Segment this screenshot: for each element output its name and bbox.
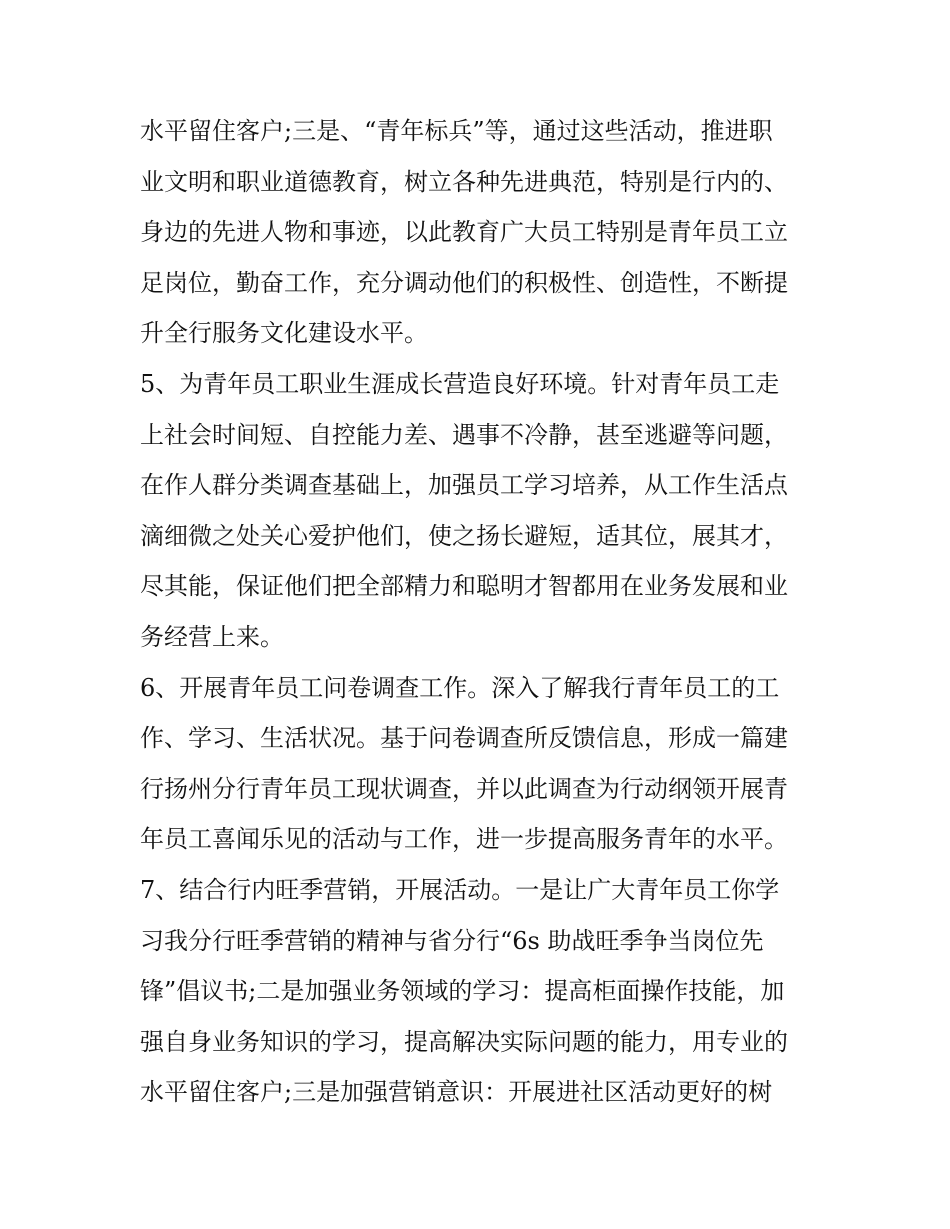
text-line: 作、学习、生活状况。基于问卷调查所反馈信息，形成一篇建: [140, 724, 788, 753]
text-line: 5、为青年员工职业生涯成长营造良好环境。针对青年员工走: [140, 369, 780, 398]
text-line: 年员工喜闻乐见的活动与工作，进一步提高服务青年的水平。: [140, 825, 788, 854]
text-line: 在作人群分类调查基础上，加强员工学习培养，从工作生活点: [140, 471, 788, 500]
text-line: 尽其能，保证他们把全部精力和聪明才智都用在业务发展和业: [140, 572, 788, 601]
text-line: 行扬州分行青年员工现状调查，并以此调查为行动纲领开展青: [140, 774, 788, 803]
text-line: 上社会时间短、自控能力差、遇事不冷静，甚至逃避等问题，: [140, 420, 788, 449]
text-line: 身边的先进人物和事迹，以此教育广大员工特别是青年员工立: [140, 218, 788, 247]
text-line: 业文明和职业道德教育，树立各种先进典范，特别是行内的、: [140, 167, 788, 196]
text-line: 习我分行旺季营销的精神与省分行“6s 助战旺季争当岗位先: [140, 926, 764, 955]
body-text: [140, 106, 830, 1118]
text-line: 务经营上来。: [140, 622, 284, 651]
text-line: 锋”倡议书;二是加强业务领域的学习：提高柜面操作技能，加: [140, 977, 785, 1006]
text-line: 强自身业务知识的学习，提高解决实际问题的能力，用专业的: [140, 1027, 788, 1056]
text-line: 7、结合行内旺季营销，开展活动。一是让广大青年员工你学: [140, 875, 780, 904]
text-line: 足岗位，勤奋工作，充分调动他们的积极性、创造性，不断提: [140, 268, 788, 297]
text-line: 滴细微之处关心爱护他们，使之扬长避短，适其位，展其才，: [140, 521, 788, 550]
text-line: 6、开展青年员工问卷调查工作。深入了解我行青年员工的工: [140, 673, 780, 702]
text-line: 升全行服务文化建设水平。: [140, 319, 428, 348]
text-line: 水平留住客户;三是加强营销意识：开展进社区活动更好的树: [140, 1078, 773, 1107]
text-line: 水平留住客户;三是、“青年标兵”等，通过这些活动，推进职: [140, 117, 773, 145]
